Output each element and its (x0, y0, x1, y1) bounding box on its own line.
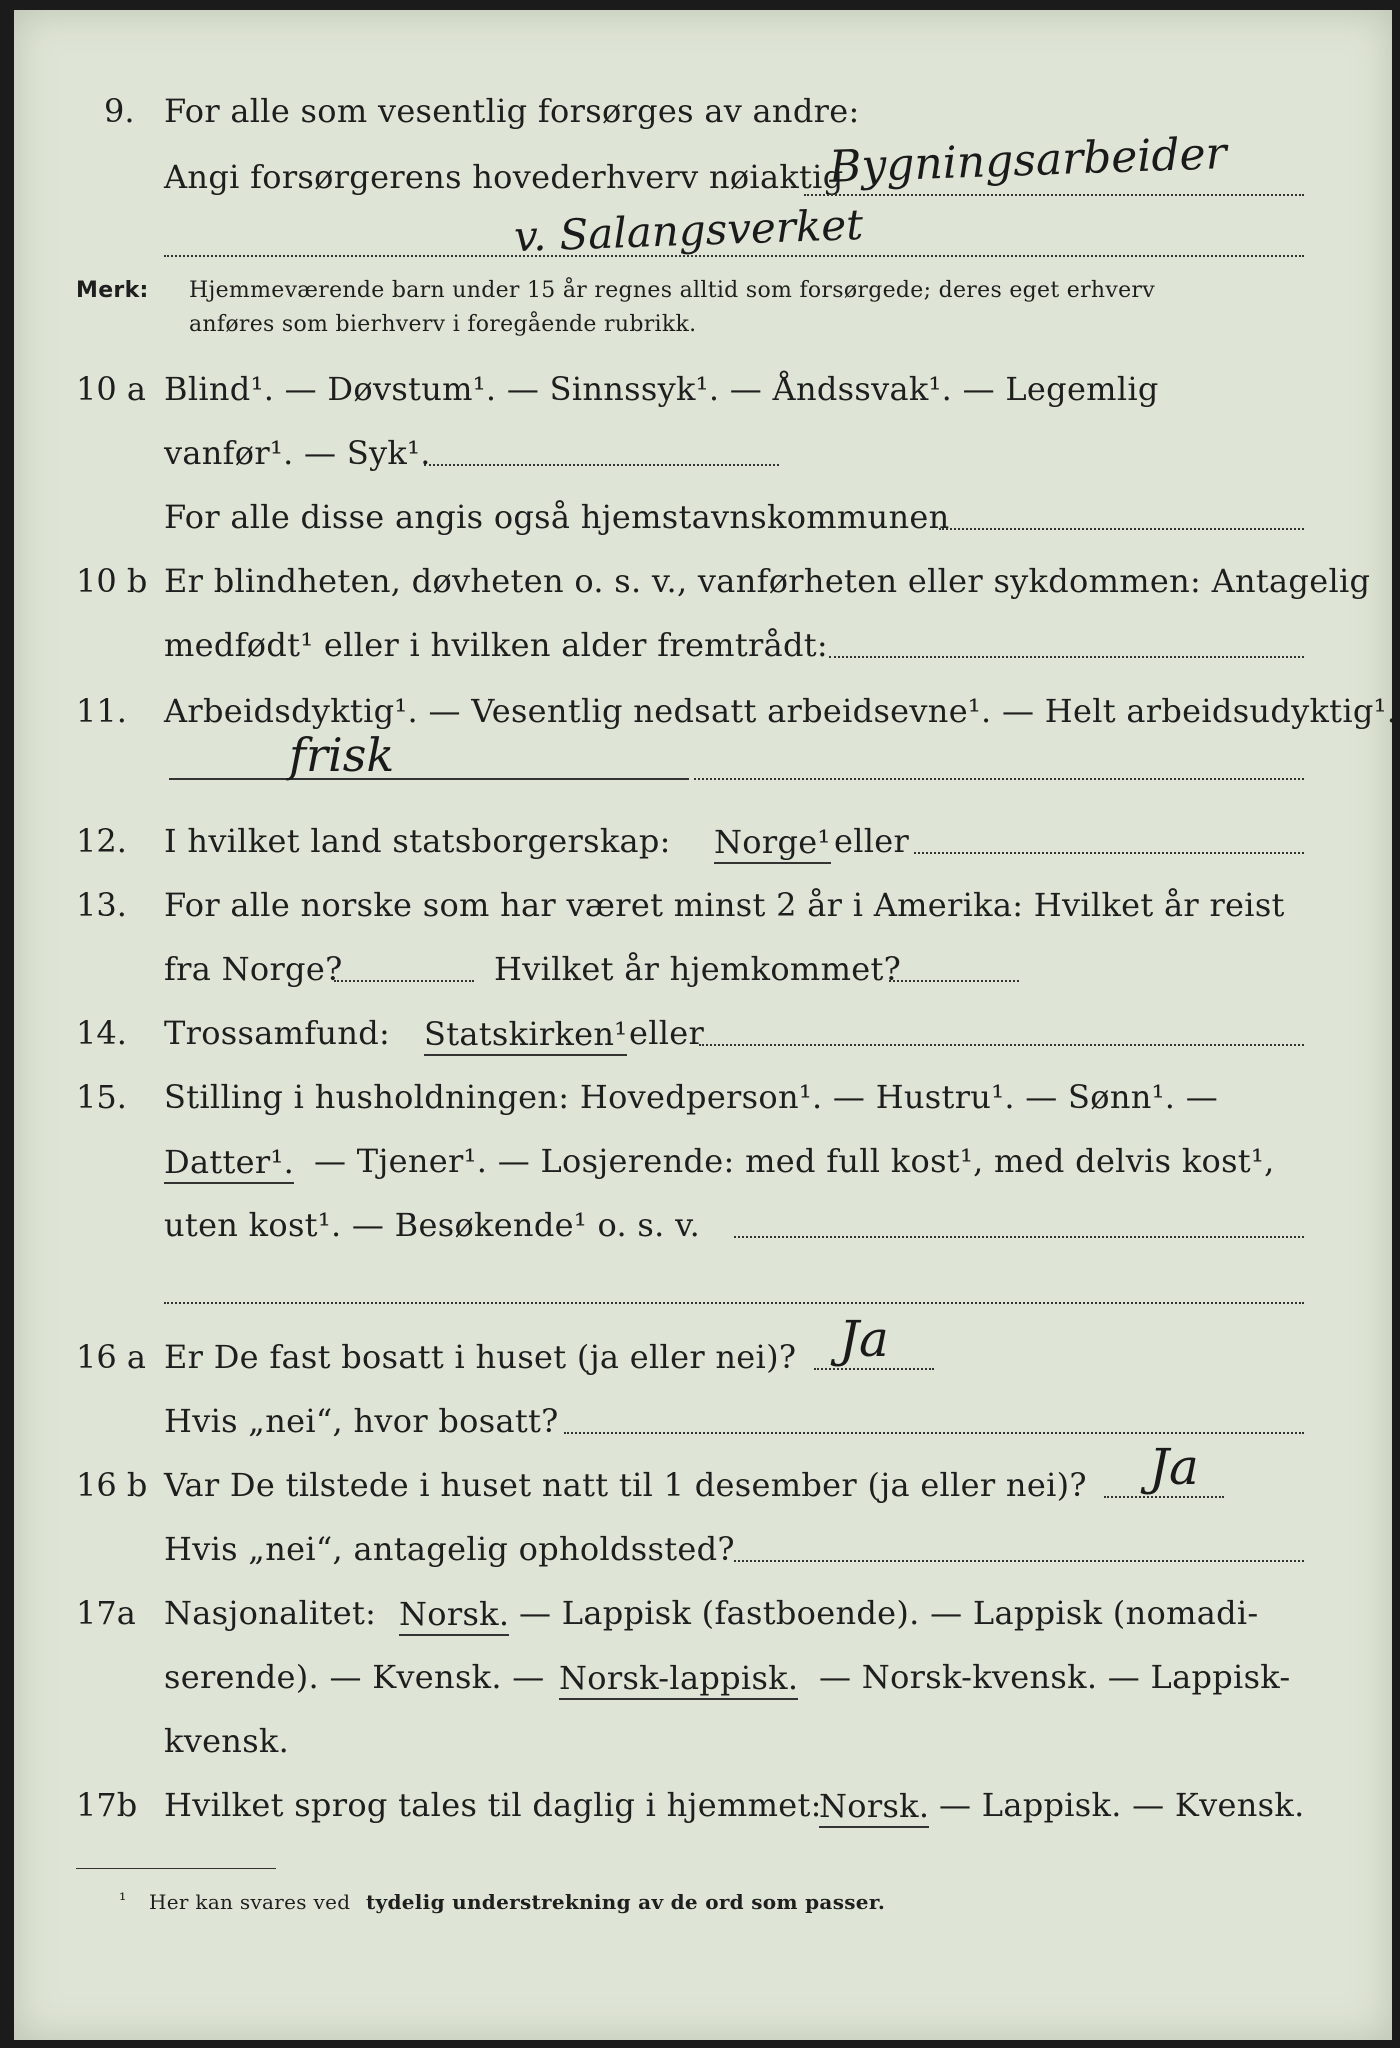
q17a-line3: kvensk. (164, 1722, 290, 1760)
q13-hjemkommet-line (889, 980, 1019, 982)
q15-extra-line (164, 1302, 1304, 1304)
q16b-answer-line (1104, 1496, 1224, 1498)
q12-answer-line (914, 852, 1304, 854)
q17a-option-norsk-lappisk: Norsk-lappisk. (559, 1658, 798, 1700)
q12-number: 12. (76, 822, 127, 860)
q10a-line3: For alle disse angis også hjemstavnskommunen (164, 498, 950, 536)
q11-number: 11. (76, 692, 127, 730)
merk-line1: Hjemmeværende barn under 15 år regnes alltid som forsørgede; deres eget erhverv (189, 278, 1155, 303)
q10a-line1: Blind¹. — Døvstum¹. — Sinnssyk¹. — Åndssvak¹. — Legemlig (164, 370, 1159, 408)
q9-handwritten-answer-1: Bygningsarbeider (828, 128, 1228, 193)
q10b-line1: Er blindheten, døvheten o. s. v., vanførheten eller sykdommen: Antagelig (164, 562, 1371, 600)
q11-line1: Arbeidsdyktig¹. — Vesentlig nedsatt arbeidsevne¹. — Helt arbeidsudyktig¹. (164, 692, 1398, 730)
q13-reist-line (334, 980, 474, 982)
q9-line2: Angi forsørgerens hovederhverv nøiaktig (164, 158, 844, 196)
census-form-page (14, 10, 1398, 2040)
q16a-line1: Er De fast bosatt i huset (ja eller nei)? (164, 1338, 797, 1376)
q14-option-statskirken: Statskirken¹ (424, 1014, 627, 1056)
q13-line2a: fra Norge? (164, 950, 343, 988)
q10a-syk-line (424, 464, 779, 466)
q10a-hjemstavn-line (939, 528, 1304, 530)
merk-line2: anføres som bierhverv i foregående rubrikk. (189, 312, 697, 337)
q13-number: 13. (76, 886, 127, 924)
q16b-number: 16 b (76, 1466, 148, 1504)
q16a-bosatt-line (564, 1432, 1304, 1434)
q9-handwritten-answer-2: v. Salangsverket (513, 199, 864, 262)
q9-number: 9. (104, 92, 135, 130)
q15-number: 15. (76, 1078, 127, 1116)
q15-option-datter: Datter¹. (164, 1142, 294, 1184)
q16a-handwritten-answer: Ja (839, 1310, 889, 1368)
q12-text: I hvilket land statsborgerskap: (164, 822, 671, 860)
q15-line3: uten kost¹. — Besøkende¹ o. s. v. (164, 1206, 701, 1244)
footnote-rule (76, 1868, 276, 1869)
q11-handwritten-answer: frisk (289, 728, 395, 782)
q17b-text: Hvilket sprog tales til daglig i hjemmet: (164, 1786, 822, 1824)
q15-line2: — Tjener¹. — Losjerende: med full kost¹, med delvis kost¹, (314, 1142, 1275, 1180)
q10b-line2: medfødt¹ eller i hvilken alder fremtrådt: (164, 626, 828, 664)
footnote-text-a: Her kan svares ved (149, 1890, 351, 1914)
q16a-line2: Hvis „nei“, hvor bosatt? (164, 1402, 559, 1440)
q11-answer-line (694, 778, 1304, 780)
q10b-answer-line (829, 656, 1304, 658)
q9-line1: For alle som vesentlig forsørges av andre: (164, 92, 860, 130)
q16a-number: 16 a (76, 1338, 146, 1376)
q10a-line2: vanfør¹. — Syk¹. (164, 434, 431, 472)
q13-line2b: Hvilket år hjemkommet? (494, 950, 902, 988)
q12-tail: eller (834, 822, 910, 860)
q17a-line2b: — Norsk-kvensk. — Lappisk- (819, 1658, 1291, 1696)
q16b-opholdssted-line (734, 1560, 1304, 1562)
q17b-option-norsk: Norsk. (819, 1786, 929, 1828)
q17a-line1-rest: — Lappisk (fastboende). — Lappisk (nomadi- (519, 1594, 1259, 1632)
q16a-answer-line (814, 1368, 934, 1370)
q14-text: Trossamfund: (164, 1014, 391, 1052)
merk-label: Merk: (76, 278, 149, 303)
q16b-line2: Hvis „nei“, antagelig opholdssted? (164, 1530, 735, 1568)
q17a-option-norsk: Norsk. (399, 1594, 509, 1636)
q17b-number: 17b (76, 1786, 138, 1824)
q17a-line2a: serende). — Kvensk. — (164, 1658, 545, 1696)
q17a-label: Nasjonalitet: (164, 1594, 377, 1632)
q12-option-norge: Norge¹ (714, 822, 831, 864)
q15-besokende-line (734, 1236, 1304, 1238)
q17a-number: 17a (76, 1594, 136, 1632)
q11-answer-underline (169, 778, 689, 780)
q14-tail: eller (629, 1014, 705, 1052)
q9-answer-line1 (804, 194, 1304, 196)
q16b-handwritten-answer: Ja (1149, 1438, 1199, 1496)
footnote-mark: ¹ (119, 1890, 127, 1911)
q9-answer-line2 (164, 255, 1304, 257)
q13-line1: For alle norske som har været minst 2 år i Amerika: Hvilket år reist (164, 886, 1285, 924)
q16b-line1: Var De tilstede i huset natt til 1 desember (ja eller nei)? (164, 1466, 1087, 1504)
q15-line1: Stilling i husholdningen: Hovedperson¹. — Hustru¹. — Sønn¹. — (164, 1078, 1219, 1116)
q14-number: 14. (76, 1014, 127, 1052)
q17b-tail: — Lappisk. — Kvensk. (939, 1786, 1305, 1824)
q14-answer-line (699, 1044, 1304, 1046)
q10b-number: 10 b (76, 562, 148, 600)
q10a-number: 10 a (76, 370, 146, 408)
footnote-text-b: tydelig understrekning av de ord som passer. (366, 1890, 886, 1914)
